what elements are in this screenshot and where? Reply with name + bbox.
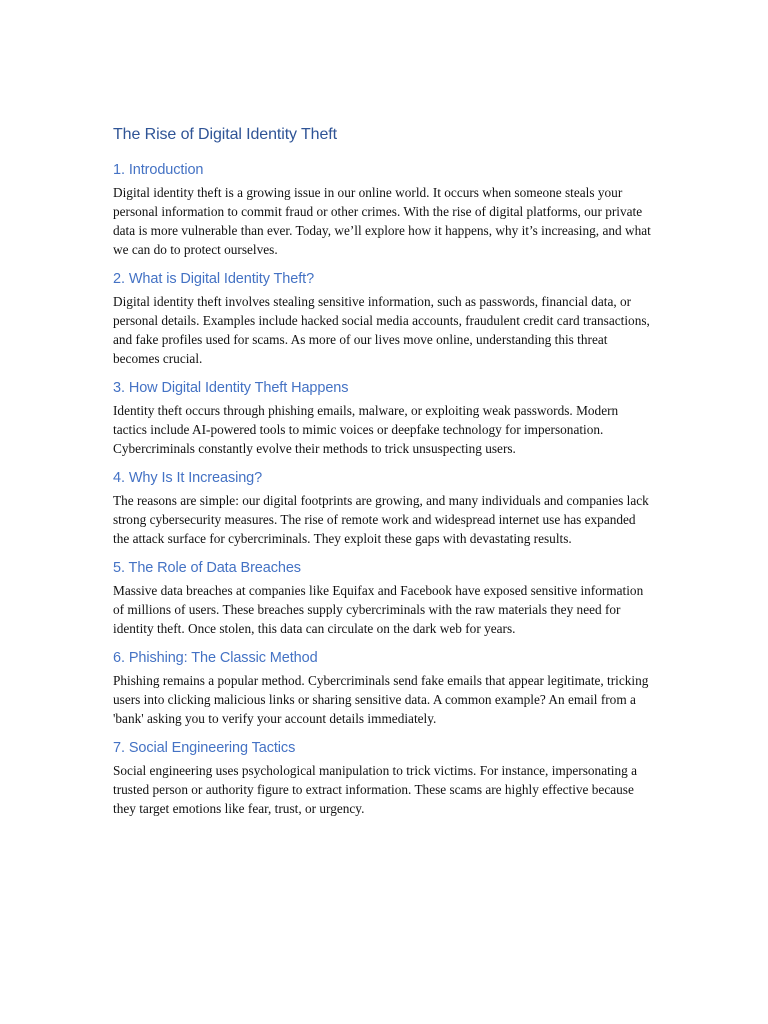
- document-page: [113, 122, 653, 827]
- section-paragraph: Massive data breaches at companies like Equifax and Facebook have exposed sensitive information of millions of users. These breaches supply cybercriminals with the raw materials they need for identity theft. Once stolen, this data can circulate on the dark web for years.: [113, 583, 644, 636]
- section-heading: 5. The Role of Data Breaches: [113, 560, 301, 576]
- section-heading: 2. What is Digital Identity Theft?: [113, 271, 315, 287]
- section-paragraph: Phishing remains a popular method. Cybercriminals send fake emails that appear legitimate, tricking users into clicking malicious links or sharing sensitive data. A common example? An email from a 'bank' asking you to verify your account details immediately.: [113, 673, 649, 726]
- section-paragraph: Identity theft occurs through phishing emails, malware, or exploiting weak passwords. Modern tactics include AI-powered tools to mimic voices or deepfake technology for impersonation. Cybercriminals constantly evolve their methods to trick unsuspecting users.: [113, 403, 619, 456]
- section-heading: 6. Phishing: The Classic Method: [113, 650, 318, 666]
- section-paragraph: Digital identity theft involves stealing sensitive information, such as passwords, financial data, or personal details. Examples include hacked social media accounts, fraudulent credit card transactions, and fake profiles used for scams. As more of our lives move online, understanding this threat becomes crucial.: [113, 294, 650, 366]
- section-heading: 1. Introduction: [113, 162, 204, 178]
- section-social-engineering: [113, 737, 653, 818]
- section-how-it-happens: [113, 377, 653, 458]
- section-heading: 4. Why Is It Increasing?: [113, 470, 263, 486]
- section-paragraph: Social engineering uses psychological manipulation to trick victims. For instance, impersonating a trusted person or authority figure to extract information. These scams are highly effective because they target emotions like fear, trust, or urgency.: [113, 763, 638, 816]
- section-heading: 7. Social Engineering Tactics: [113, 740, 296, 756]
- section-phishing: [113, 647, 653, 728]
- section-heading: 3. How Digital Identity Theft Happens: [113, 380, 349, 396]
- section-paragraph: The reasons are simple: our digital footprints are growing, and many individuals and companies lack strong cybersecurity measures. The rise of remote work and widespread internet use has expanded the attack surface for cybercriminals. They exploit these gaps with devastating results.: [113, 493, 649, 546]
- section-paragraph: Digital identity theft is a growing issue in our online world. It occurs when someone steals your personal information to commit fraud or other crimes. With the rise of digital platforms, our private data is more vulnerable than ever. Today, we’ll explore how it happens, why it’s increasing, and what we can do to protect ourselves.: [113, 185, 651, 257]
- section-why-increasing: [113, 467, 653, 548]
- section-what-is-digital-identity-theft: [113, 268, 653, 368]
- document-title: The Rise of Digital Identity Theft: [113, 126, 337, 143]
- section-data-breaches: [113, 557, 653, 638]
- section-introduction: [113, 159, 653, 259]
